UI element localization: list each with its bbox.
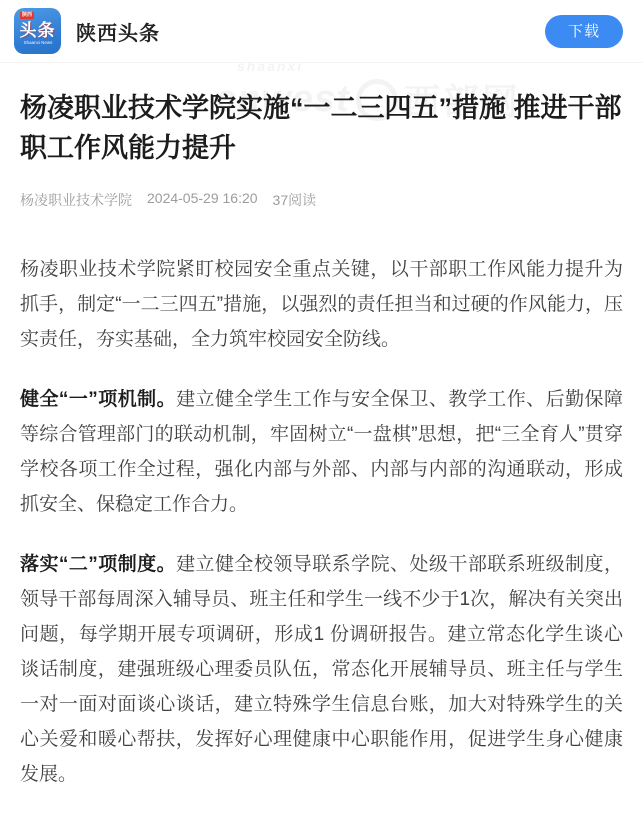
paragraph-intro [20, 252, 623, 357]
shaanxi-toutiao-logo-icon [14, 8, 61, 54]
paragraph-measure-one [20, 382, 623, 522]
paragraph-text: 杨凌职业技术学院紧盯校园安全重点关键，以干部职工作风能力提升为抓手，制定“一二三四五”措施，以强烈的责任担当和过硬的作风能力，压实责任，夯实基础，全力筑牢校园安全防线。 [20, 259, 623, 350]
article [0, 88, 643, 792]
article-body [20, 252, 623, 792]
logo-main-text: 头条 [19, 21, 56, 40]
logo-sub-text: Shaanxi News [23, 40, 52, 46]
download-button[interactable]: 下载 [545, 15, 623, 48]
logo-badge: 陕西 [22, 12, 33, 18]
paragraph-text: 建立健全校领导联系学院、处级干部联系班级制度，领导干部每周深入辅导员、班主任和学生一线不少于1次，解决有关突出问题，每学期开展专项调研，形成1 份调研报告。建立常态化学生谈心谈话制度，建强班级心理委员队伍，常态化开展辅导员、班主任与学生一对一面对面谈心谈话，建立特殊学生信息台账，加大对特殊学生的关心关爱和暖心帮扶，发挥好心理健康中心职能作用，促进学生身心健康发展。 [20, 554, 623, 785]
paragraph-measure-two [20, 547, 623, 792]
paragraph-lead: 健全“一”项机制。 [20, 389, 177, 410]
paragraph-lead: 落实“二”项制度。 [20, 554, 177, 575]
paragraph-text: 建立健全学生工作与安全保卫、教学工作、后勤保障等综合管理部门的联动机制，牢固树立“一盘棋”思想，把“三全育人”贯穿学校各项工作全过程，强化内部与外部、内部与内部的沟通联动，形成抓安全、保稳定工作合力。 [20, 389, 623, 515]
article-read-count: 37阅读 [272, 192, 317, 208]
app-title: 陕西头条 [76, 22, 160, 45]
page-header [0, 0, 643, 63]
article-source: 杨凌职业技术学院 [20, 192, 132, 208]
article-datetime: 2024-05-29 16:20 [147, 190, 258, 206]
article-meta [20, 190, 623, 210]
article-title: 杨凌职业技术学院实施“一二三四五”措施 推进干部职工作风能力提升 [20, 93, 622, 163]
